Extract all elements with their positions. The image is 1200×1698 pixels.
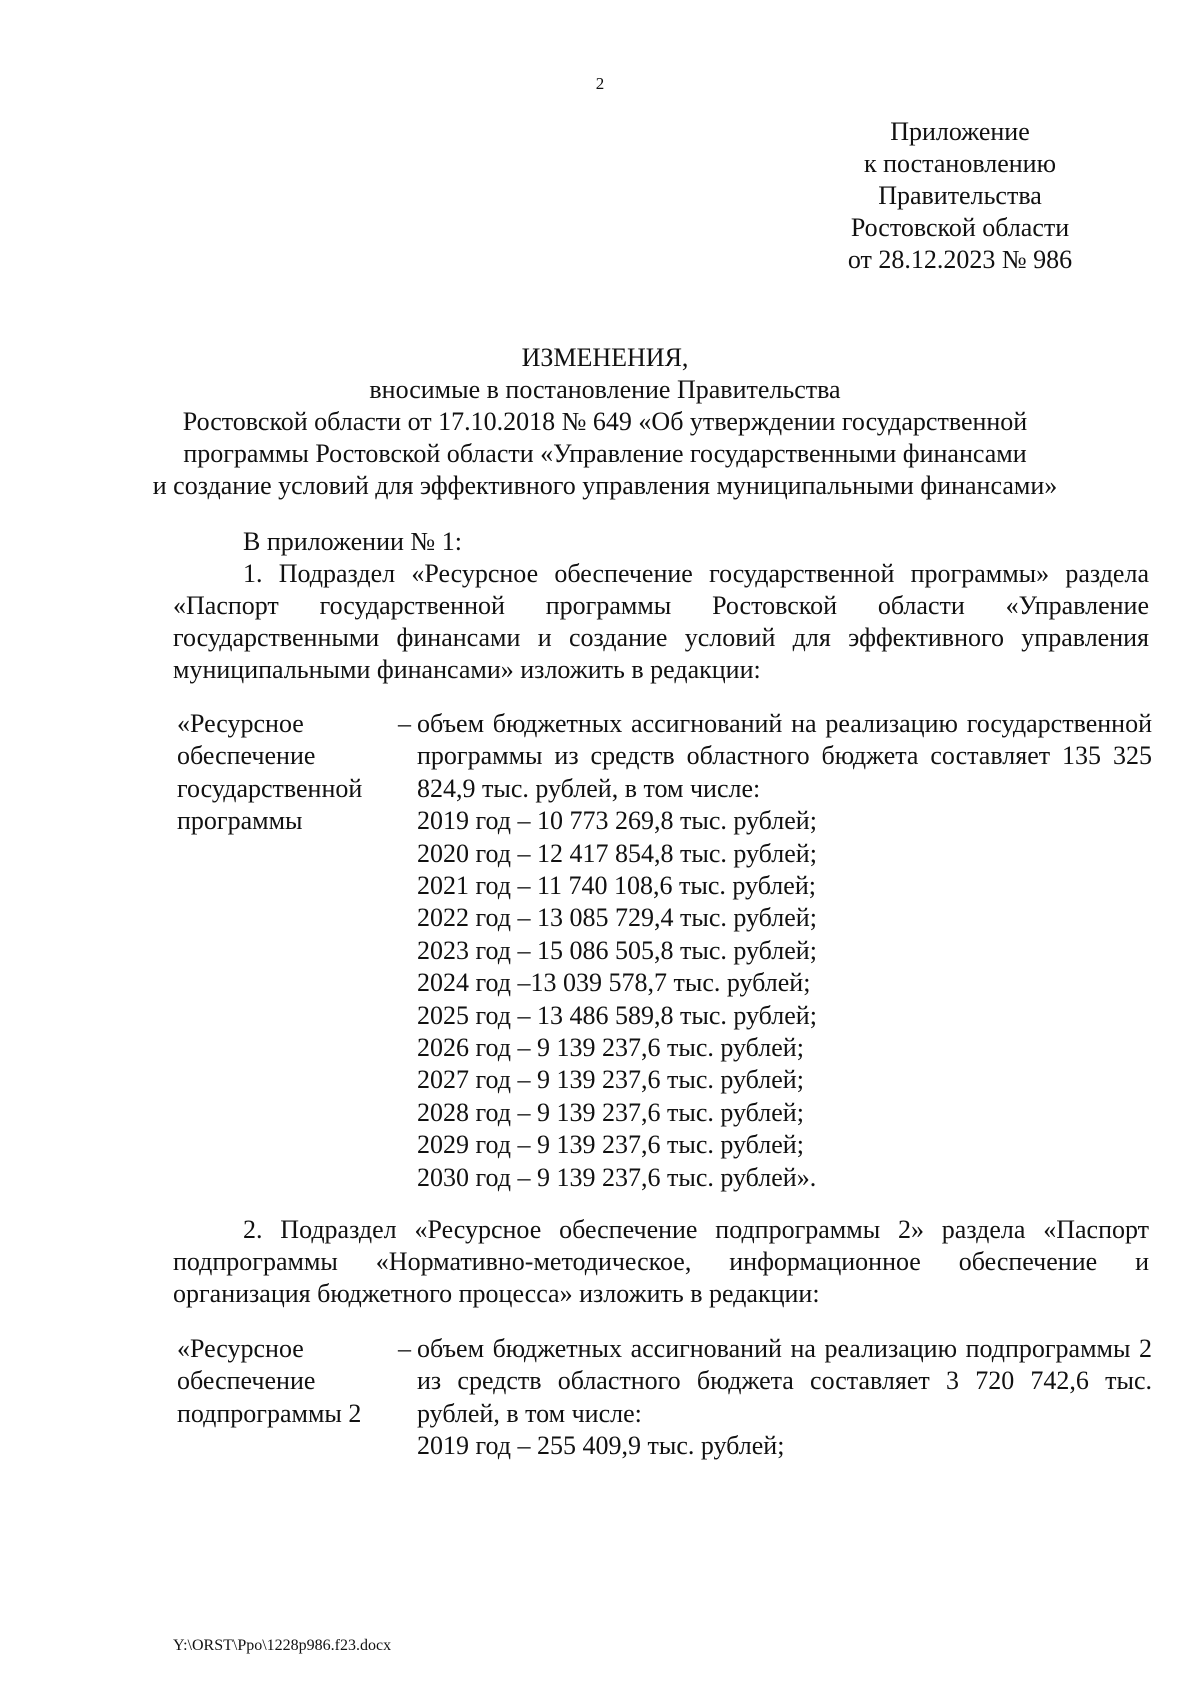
file-path-footer: Y:\ORST\Ppo\1228p986.f23.docx [173, 1637, 392, 1654]
resource-description: объем бюджетных ассигнований на реализацию государственной программы из средств областного бюджета составляет 135 325 824,9 тыс. рублей, в том числе: [417, 709, 1152, 803]
resource-content [417, 1333, 1152, 1463]
year-amount: 2021 год – 11 740 108,6 тыс. рублей; [417, 871, 816, 901]
title-line: вносимые в постановление Правительства [369, 375, 841, 404]
title-line: и создание условий для эффективного управления муниципальными финансами» [152, 471, 1058, 500]
year-amount: 2026 год – 9 139 237,6 тыс. рублей; [417, 1033, 804, 1063]
resource-content [417, 708, 1152, 1194]
resource-label: «Ресурсное обеспечение государственной программы [177, 709, 363, 836]
document-title [150, 342, 1060, 502]
year-amount: 2022 год – 13 085 729,4 тыс. рублей; [417, 903, 817, 933]
year-amount: 2023 год – 15 086 505,8 тыс. рублей; [417, 935, 817, 965]
title-line: Ростовской области от 17.10.2018 № 649 «Об утверждении государственной [182, 407, 1028, 436]
year-amount: 2020 год – 12 417 854,8 тыс. рублей; [417, 838, 817, 868]
intro-paragraph: В приложении № 1: [243, 527, 462, 556]
year-amount: 2019 год – 10 773 269,8 тыс. рублей; [417, 806, 817, 836]
appendix-line: Ростовской области [850, 213, 1070, 242]
year-amount: 2025 год – 13 486 589,8 тыс. рублей; [417, 1000, 817, 1030]
resource-block-1 [177, 708, 1152, 1194]
appendix-block [810, 116, 1110, 276]
title-heading: ИЗМЕНЕНИЯ, [521, 343, 689, 372]
appendix-line: Правительства [878, 181, 1042, 210]
item-1-paragraph: 1. Подраздел «Ресурсное обеспечение государственной программы» раздела «Паспорт государственной программы Ростовской области «Управление государственными финансами и создание условий для эффективного управления муниципальными финансами» изложить в редакции: [173, 559, 1149, 684]
year-amount: 2030 год – 9 139 237,6 тыс. рублей». [417, 1162, 817, 1192]
year-amount: 2027 год – 9 139 237,6 тыс. рублей; [417, 1065, 804, 1095]
item-2-paragraph: 2. Подраздел «Ресурсное обеспечение подпрограммы 2» раздела «Паспорт подпрограммы «Нормативно-методическое, информационное обеспечение и организация бюджетного процесса» изложить в редакции: [173, 1215, 1149, 1308]
page-number: 2 [595, 74, 605, 93]
year-amount: 2024 год –13 039 578,7 тыс. рублей; [417, 968, 811, 998]
appendix-date-number: от 28.12.2023 № 986 [847, 245, 1073, 274]
appendix-line: к постановлению [863, 149, 1057, 178]
dash-separator: – [398, 1334, 411, 1363]
appendix-line: Приложение [890, 117, 1030, 146]
dash-separator: – [398, 709, 411, 738]
resource-label: «Ресурсное обеспечение подпрограммы 2 [177, 1334, 362, 1428]
year-amount: 2019 год – 255 409,9 тыс. рублей; [417, 1431, 785, 1461]
year-amount: 2029 год – 9 139 237,6 тыс. рублей; [417, 1130, 804, 1160]
resource-description: объем бюджетных ассигнований на реализацию подпрограммы 2 из средств областного бюджета составляет 3 720 742,6 тыс. рублей, в том числе: [417, 1334, 1152, 1428]
title-line: программы Ростовской области «Управление государственными финансами [183, 439, 1027, 468]
year-amount: 2028 год – 9 139 237,6 тыс. рублей; [417, 1097, 804, 1127]
resource-block-2 [177, 1333, 1152, 1463]
